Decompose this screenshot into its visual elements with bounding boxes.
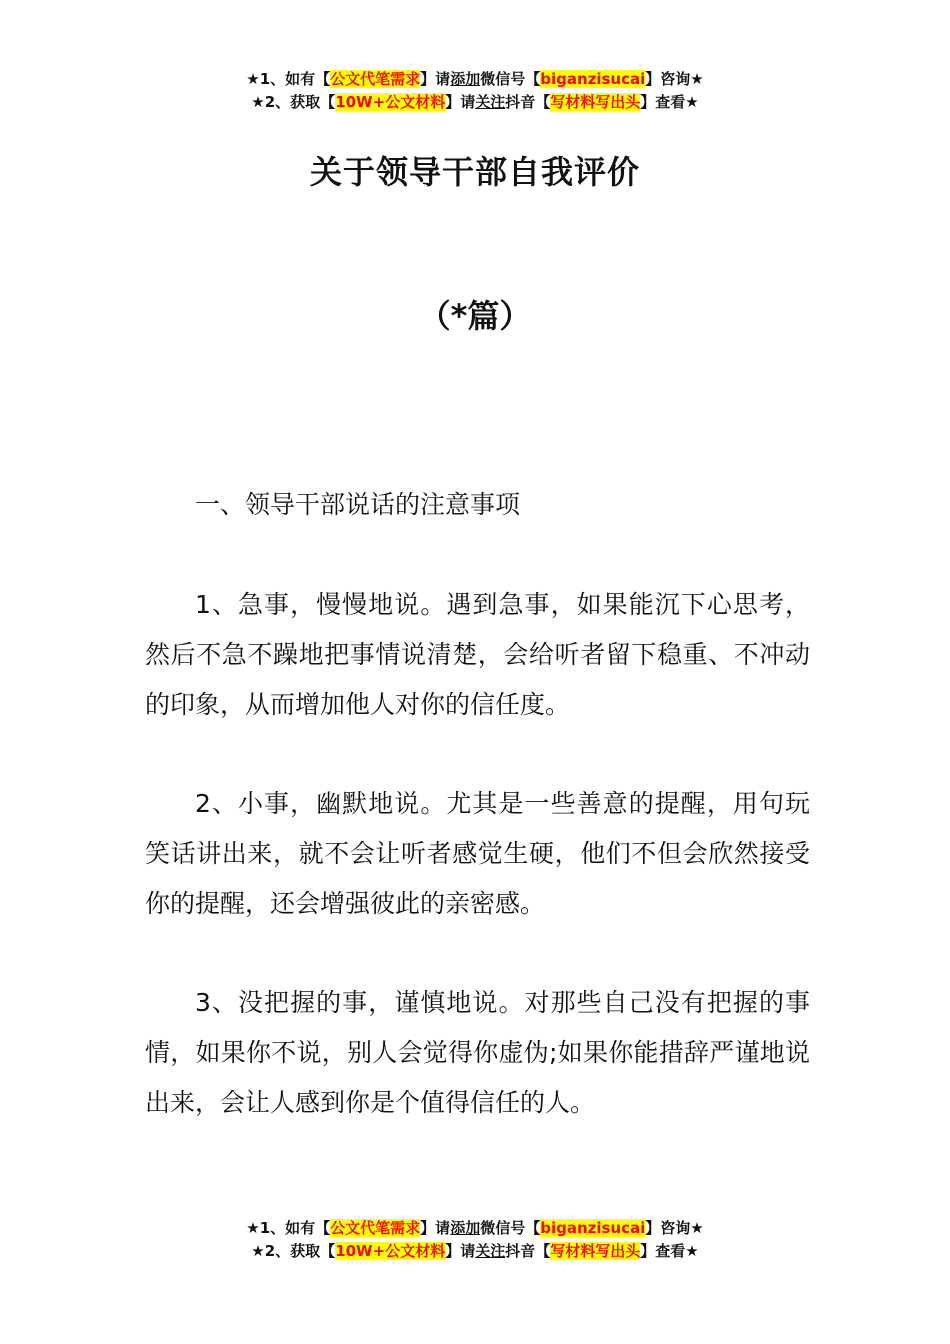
promo-line-2: ★2、获取【10W+公文材料】请关注抖音【写材料写出头】查看★ bbox=[251, 1242, 699, 1260]
promo-header bbox=[0, 68, 950, 114]
promo-highlight: 公文代笔需求 bbox=[330, 70, 421, 88]
paragraph-1: 1、急事，慢慢地说。遇到急事，如果能沉下心思考，然后不急不躁地把事情说清楚，会给听者留下稳重、不冲动的印象，从而增加他人对你的信任度。 bbox=[145, 590, 810, 719]
promo-highlight: 10W+公文材料 bbox=[335, 1242, 446, 1260]
paragraph-2: 2、小事，幽默地说。尤其是一些善意的提醒，用句玩笑话讲出来，就不会让听者感觉生硬，他们不但会欣然接受你的提醒，还会增强彼此的亲密感。 bbox=[145, 789, 810, 918]
wechat-id: biganzisucai bbox=[540, 1219, 646, 1237]
wechat-id: biganzisucai bbox=[540, 70, 646, 88]
document-title: 关于领导干部自我评价 bbox=[309, 153, 640, 191]
promo-footer bbox=[0, 1217, 950, 1263]
section-heading: 一、领导干部说话的注意事项 bbox=[195, 490, 521, 519]
douyin-account: 写材料写出头 bbox=[550, 1242, 641, 1260]
paragraph-3: 3、没把握的事，谨慎地说。对那些自己没有把握的事情，如果你不说，别人会觉得你虚伪;如果你能措辞严谨地说出来，会让人感到你是个值得信任的人。 bbox=[145, 988, 810, 1117]
document-subtitle: （*篇） bbox=[418, 297, 532, 335]
promo-highlight: 公文代笔需求 bbox=[330, 1219, 421, 1237]
promo-line-2: ★2、获取【10W+公文材料】请关注抖音【写材料写出头】查看★ bbox=[251, 93, 699, 111]
promo-line-1: ★1、如有【公文代笔需求】请添加微信号【biganzisucai】咨询★ bbox=[246, 1219, 704, 1237]
promo-line-1: ★1、如有【公文代笔需求】请添加微信号【biganzisucai】咨询★ bbox=[246, 70, 704, 88]
douyin-account: 写材料写出头 bbox=[550, 93, 641, 111]
promo-highlight: 10W+公文材料 bbox=[335, 93, 446, 111]
